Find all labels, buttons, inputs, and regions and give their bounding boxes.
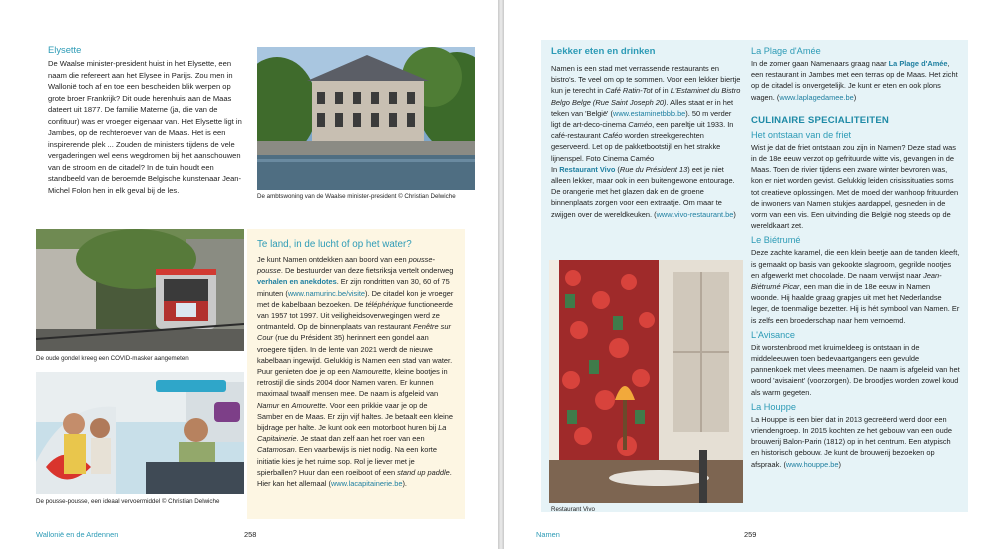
text-em: Jean-Biétrumé Picar xyxy=(751,270,942,292)
left-page-number: 258 xyxy=(244,530,257,539)
text-span: . Alles staat er in het teken van 'België' ( xyxy=(551,97,734,118)
transport-heading: Te land, in de lucht of op het water? xyxy=(257,239,412,250)
text-em: téléphérique xyxy=(365,299,407,309)
elysette-paragraph: De Waalse minister-president huist in het Elysette, een naam die refereert aan het Elysee in Parijs. Zou men in Wallonië toch af en toe een bescheiden blik werpen op grote broer Frankrijk? Dit oude herenhuis aan de Maas dateert uit 1877. De familie Materne (ja, die van de confituur) was er vroeger eigenaar van. Het Elysette ligt in Jambes, op de rechteroever van de Maas. Het is een inspirerende plek ... Zouden de ministers tijdens de vele vergaderingen wel eens wegdromen bij het aanschouwen van de stroom en de citadel? In de tuin houdt een standbeeld van de beroemde Belgische kunstenaar Jean-Michel Folon hen in elk geval bij de les. xyxy=(48,59,242,196)
left-footer-section: Wallonië en de Ardennen xyxy=(36,530,119,539)
text-span: La Houppe is een bier dat in 2013 gecreëerd werd door een vriendengroep. In 2015 kochten ze het gebouw van een oude brouwerij Balon-Parin (1812) op in het centrum. Een atypisch en historisch gebouw. Je kunt de brouwerij bezoeken op afspraak. ( xyxy=(751,414,952,469)
bietrume-paragraph xyxy=(751,247,960,325)
restaurant-vivo-photo xyxy=(549,260,743,503)
text-span: eet je niet alleen lekker, maar ook in een buitengewone entourage. De orangerie met het glazen dak en de groene binnenplaats zorgen voor een extraatje. Om maar te zwijgen over de wereldkeuken. ( xyxy=(551,164,735,219)
vivo-link[interactable]: www.vivo-restaurant.be xyxy=(656,209,734,219)
right-column-a xyxy=(551,46,741,513)
plage-name[interactable]: La Plage d'Amée xyxy=(888,59,948,68)
right-page-number: 259 xyxy=(744,530,757,539)
text-em: Namur xyxy=(257,400,280,410)
vivo-name[interactable]: Restaurant Vivo xyxy=(559,164,616,174)
bietrume-heading: Le Biétrumé xyxy=(751,235,801,246)
text-em: L'Estaminet du Bistro Belgo Belge (Rue Saint Joseph 20) xyxy=(551,86,741,107)
houppe-heading: La Houppe xyxy=(751,401,796,412)
text-span: . Een vaarbewijs is niet nodig. Na een korte initiatie kies je het ruime sop. Rol je liever met je spierballen? Huur dan een roeiboot of een xyxy=(257,445,437,477)
text-span: , een man die in de 18e eeuw in Namen woonde. Hij haalde graag grapjes uit met het Nederlandse leger, de toenmalige bezetter. Hij is hét symbool van Namen. Er is zelfs een broederschap naar hem vernoemd. xyxy=(751,282,960,325)
text-span: . Voor een prikkie vaar je op de Samber en de Maas. Er zijn vijf haltes. Je betaalt een kleine bijdrage per halte. Je kunt ook een motorboot huren bij xyxy=(257,400,453,433)
avisance-heading: L'Avisance xyxy=(751,329,795,340)
text-em: stand up paddle xyxy=(397,467,450,477)
vivo-photo-caption: Restaurant Vivo xyxy=(551,506,595,513)
text-em: Fenêtre sur Cour xyxy=(257,322,451,343)
transport-info-box xyxy=(247,229,465,519)
text-span: , kleine bootjes in retrostijl die sinds 2004 door Namen varen. Er kunnen maximaal twaalf mensen mee. De naam is afgeleid van xyxy=(257,367,448,399)
text-em: La Capitainerie xyxy=(257,423,447,444)
text-span: , een restaurant in Jambes met een terras op de Maas. Het zicht op de citadel is onvergetelijk. Je kunt er eten en ook plons wagen. ( xyxy=(751,59,958,102)
houppe-link[interactable]: www.houppe.be xyxy=(785,459,839,469)
text-em: Caméo xyxy=(628,120,653,130)
text-span: Je kunt Namen ontdekken aan boord van een xyxy=(257,255,409,264)
lacapitainerie-link[interactable]: www.lacapitainerie.be xyxy=(330,479,403,489)
stories-link[interactable]: verhalen en anekdotes xyxy=(257,277,337,287)
text-span: en xyxy=(279,400,292,410)
gondola-photo xyxy=(36,229,244,351)
text-em: Rue du Président 13 xyxy=(619,164,688,174)
text-span: In xyxy=(551,164,560,174)
text-span: (rue du Président 35) herinnert een gondel aan vroegere tijden. In de lente van 2021 werdt de nieuwe kabelbaan ingewijd. Gelukkig is Namen een stad van water. Puur genieten doe je op een xyxy=(257,333,453,377)
text-span: . Hier kan het allemaal ( xyxy=(257,467,452,489)
text-span: ( xyxy=(615,164,620,174)
text-span: worden streekgerechten geserveerd. Let op de pakketbootstijl en het strakke lijnenspel. Foto Cinema Caméo xyxy=(551,131,721,163)
gondola-photo-caption: De oude gondel kreeg een COVID-masker aangemeten xyxy=(36,355,189,362)
pousse-pousse-photo-caption: De pousse-pousse, een ideaal vervoermiddel © Christian Delwiche xyxy=(36,498,220,505)
right-footer-section: Namen xyxy=(536,530,560,539)
text-em: Namourette xyxy=(351,367,391,377)
text-span: ). 50 m verder ligt de art-deco-cinema xyxy=(551,108,732,130)
transport-paragraph xyxy=(257,254,455,489)
namurinc-link[interactable]: www.namurinc.be/visite xyxy=(287,288,366,298)
plage-link[interactable]: www.laplagedamee.be xyxy=(779,92,854,102)
text-span: ). xyxy=(402,479,407,489)
frit-paragraph: Wist je dat de friet ontstaan zou zijn in Namen? Deze stad was in de 18e eeuw verzot op gefrituurde witte vis, gevangen in de Maas. Toen de rivier tijdens een zware winter bevroren was, kon er niet worden gevist. Gelukkig leiden crisissituaties soms tot creatieve oplossingen. Met de moed der wanhoop frituurden de inwoners van Namen stukjes aardappel, gesneden in de vorm van een vis. Een uitvinding die België nog steeds op de wereldkaart zet. xyxy=(751,142,959,231)
text-span: . Er zijn rondritten van 30, 60 of 75 minuten ( xyxy=(257,277,450,298)
text-span: In de zomer gaan Namenaars graag naar xyxy=(751,59,889,68)
text-span: ) xyxy=(838,459,841,469)
text-span: ). De citadel kon je vroeger met de kabelbaan bezoeken. De xyxy=(257,288,454,309)
text-em: Catamosan xyxy=(257,445,295,455)
elysette-photo-caption: De ambtswoning van de Waalse minister-president © Christian Delwiche xyxy=(257,193,456,200)
left-footer xyxy=(36,530,466,539)
text-span: Namen is een stad met verrassende restaurants en bistro's. Te veel om op te sommen. Voor een lekker biertje kun je terecht in xyxy=(551,64,741,96)
text-em: Café Ratin-Tot xyxy=(605,86,653,96)
plage-heading: La Plage d'Amée xyxy=(751,46,821,56)
elysette-heading: Elysette xyxy=(48,44,82,55)
text-em: Amourette xyxy=(291,400,326,410)
text-span: of in xyxy=(652,86,671,96)
plage-paragraph xyxy=(751,58,960,103)
right-column-b xyxy=(751,46,960,470)
estaminet-link[interactable]: www.estaminetbbb.be xyxy=(612,108,686,118)
text-em: pousse-pousse xyxy=(257,255,435,276)
frit-heading: Het ontstaan van de friet xyxy=(751,129,852,140)
elysette-section xyxy=(48,44,246,197)
culinaire-heading: CULINAIRE SPECIALITEITEN xyxy=(751,114,890,126)
eten-paragraph-1 xyxy=(551,63,741,164)
avisance-paragraph: Dit worstenbrood met kruimeldeeg is ontstaan in de middeleeuwen toen bedevaartgangers een gevulde pannenkoek met vlees meenamen. De naam is afgeleid van het woord 'avisaient' (voorzorgen). De broodjes worden zowel koud als warm gegeten. xyxy=(751,342,960,397)
text-span: ) xyxy=(853,92,857,102)
text-span: functioneerde van 1957 tot 1997. Uit veiligheidsoverwegingen werd ze ontmanteld. Op de binnenplaats van restaurant xyxy=(257,299,454,332)
eten-paragraph-2 xyxy=(551,164,741,220)
text-span: , een pareltje uit 1933. In café-restaurant xyxy=(551,120,734,141)
right-info-box xyxy=(541,40,968,512)
text-span: . De bestuurder van deze fietsriksja vertelt onderweg xyxy=(280,266,454,276)
text-span: Deze zachte karamel, die een klein beetje aan de tanden kleeft, is gemaakt op basis van gekookte slagroom, gegrilde nootjes en afgewerkt met chocolade. De naam verwijst naar xyxy=(751,248,960,280)
right-footer xyxy=(536,530,966,539)
text-span: ) xyxy=(733,209,736,219)
text-em: Caféo xyxy=(602,131,623,141)
eten-heading: Lekker eten en drinken xyxy=(551,46,656,57)
pousse-pousse-photo xyxy=(36,372,244,494)
text-span: ) xyxy=(687,164,690,174)
elysette-photo xyxy=(257,47,475,190)
houppe-paragraph xyxy=(751,414,960,470)
text-span: . Je staat dan zelf aan het roer van een xyxy=(296,434,425,444)
